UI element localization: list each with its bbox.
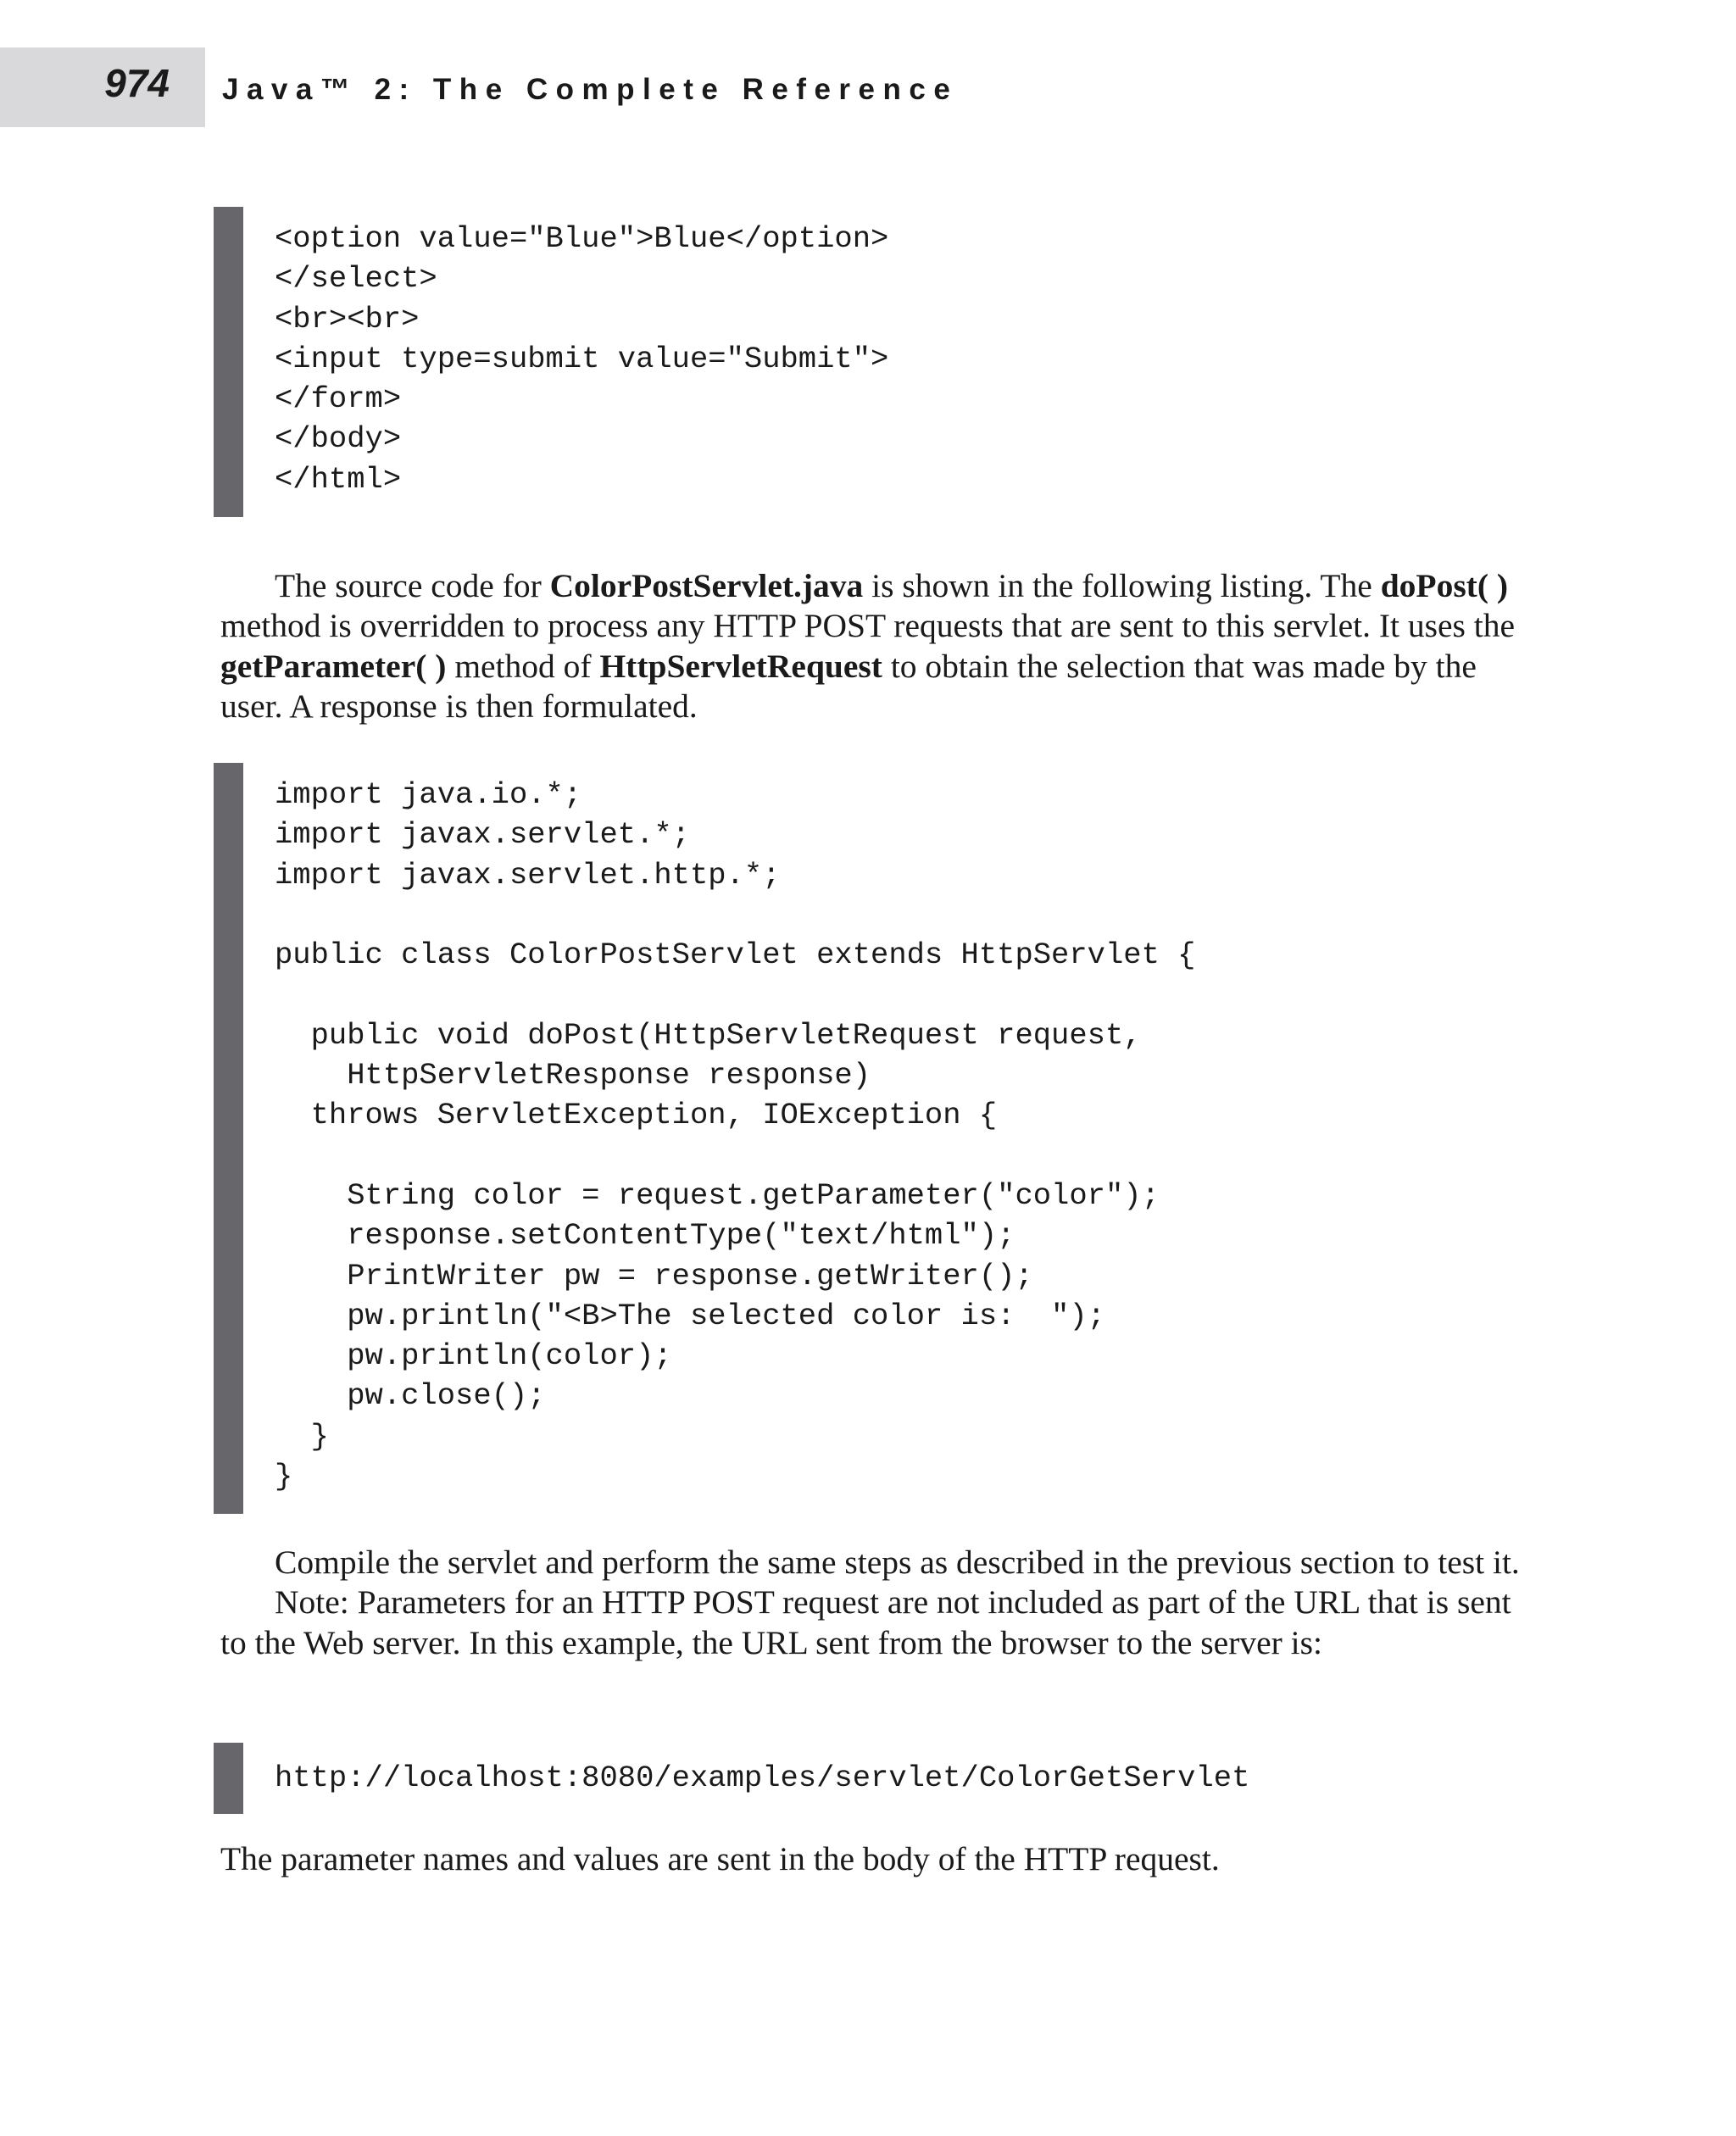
code-line: }: [275, 1418, 329, 1454]
code-line: HttpServletResponse response): [275, 1058, 871, 1093]
code-margin-bar: [214, 207, 243, 517]
paragraph: The source code for ColorPostServlet.java is shown in the following listing. The doPost( ) method is overridden to process any HTTP POST requests that are sent to this servlet. It uses the getParameter( ) method of HttpServletRequest to obtain the selection that was made by the user. A response is then formulated.: [220, 567, 1516, 725]
code-line: <input type=submit value="Submit">: [275, 341, 889, 376]
code-line: pw.println("<B>The selected color is: ");: [275, 1298, 1105, 1333]
code-line: </body>: [275, 421, 402, 457]
code-line: String color = request.getParameter("color");: [275, 1177, 1160, 1213]
code-margin-bar: [214, 763, 243, 1514]
code-line: [275, 975, 1195, 1015]
code-lines: [275, 1758, 1249, 1798]
body-paragraph-closing: [220, 1839, 1526, 1879]
page-header: [0, 47, 1736, 127]
code-listing-servlet: [214, 763, 1527, 1514]
bold-term: HttpServletRequest: [599, 647, 882, 685]
code-line: throws ServletException, IOException {: [275, 1098, 998, 1133]
code-line: import java.io.*;: [275, 777, 582, 812]
code-line: <option value="Blue">Blue</option>: [275, 221, 889, 256]
code-line: [275, 1136, 1195, 1176]
bold-term: ColorPostServlet.java: [549, 567, 864, 604]
code-line: response.setContentType("text/html");: [275, 1218, 1015, 1254]
bold-term: doPost( ): [1380, 567, 1509, 604]
code-line: import javax.servlet.*;: [275, 817, 690, 853]
code-margin-bar: [214, 1743, 243, 1814]
code-listing-html-end: [214, 207, 1527, 517]
code-lines: [275, 775, 1195, 1496]
paragraph: The parameter names and values are sent in the body of the HTTP request.: [220, 1840, 1220, 1877]
code-line: import javax.servlet.http.*;: [275, 857, 781, 893]
code-line: </html>: [275, 461, 402, 497]
code-line: public class ColorPostServlet extends HttpServlet {: [275, 937, 1196, 973]
page-number: 974: [104, 61, 170, 105]
page-number-tab: [0, 47, 205, 127]
body-paragraph-compile: [220, 1543, 1526, 1663]
code-lines: [275, 219, 888, 499]
code-line: http://localhost:8080/examples/servlet/ColorGetServlet: [275, 1761, 1250, 1795]
code-line: }: [275, 1459, 293, 1494]
code-line: </form>: [275, 381, 402, 417]
code-line: [275, 895, 1195, 935]
code-line: </select>: [275, 261, 437, 297]
body-paragraph-intro: [220, 566, 1526, 726]
code-listing-url: [214, 1743, 1527, 1814]
bold-term: getParameter( ): [220, 647, 447, 685]
code-line: public void doPost(HttpServletRequest request,: [275, 1017, 1142, 1053]
paragraph-note: Note: Parameters for an HTTP POST request are not included as part of the URL that is sent to the Web server. In this example, the URL sent from the browser to the server is:: [220, 1583, 1511, 1661]
code-line: <br><br>: [275, 301, 420, 337]
code-line: PrintWriter pw = response.getWriter();: [275, 1258, 1033, 1293]
code-line: pw.close();: [275, 1378, 546, 1414]
running-head: Java™ 2: The Complete Reference: [222, 73, 959, 106]
code-line: pw.println(color);: [275, 1338, 672, 1374]
paragraph: Compile the servlet and perform the same steps as described in the previous section to test it.: [275, 1544, 1520, 1581]
